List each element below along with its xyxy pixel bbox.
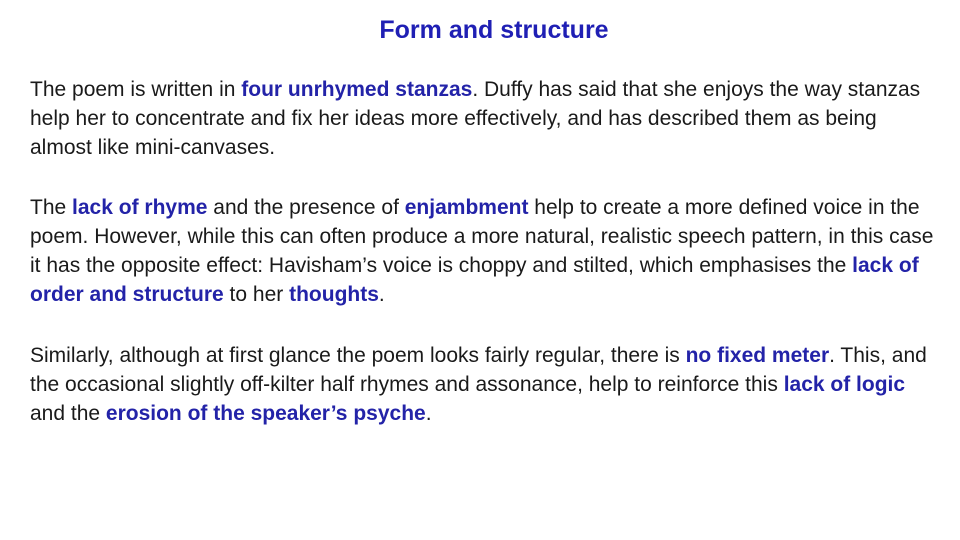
paragraph-text: help to create a more defined voice in the poem. However, while this can often produce a more natural, realistic speech pattern, in this case it has the opposite effect: Havisham’s voice is choppy and stilted, which emphasises the (30, 196, 934, 277)
slide-title: Form and structure (379, 16, 609, 44)
paragraph-text: . Duffy has said that she enjoys the way stanzas help her to concentrate and fix her ideas more effectively, and has described them as being almost like mini-canvases. (30, 78, 921, 159)
paragraph-text: The (30, 196, 73, 219)
paragraph-text: . This, and the occasional slightly off-kilter half rhymes and assonance, help to reinforce this (30, 344, 927, 396)
paragraph-text: The poem is written in (30, 78, 242, 101)
paragraph-stanzas (30, 75, 935, 162)
paragraph-meter (30, 341, 935, 428)
highlighted-term: four unrhymed stanzas (241, 78, 473, 101)
paragraph-text: . (378, 283, 385, 306)
highlighted-term: thoughts (289, 283, 379, 306)
highlighted-term: erosion of the speaker’s psyche (105, 402, 426, 425)
paragraph-text: to her (223, 283, 290, 306)
highlighted-term: no fixed meter (685, 344, 830, 367)
paragraph-text: Similarly, although at first glance the poem looks fairly regular, there is (30, 344, 686, 367)
highlighted-term: enjambment (404, 196, 529, 219)
highlighted-term: lack of rhyme (72, 196, 208, 219)
highlighted-term: lack of order and structure (30, 254, 919, 306)
highlighted-term: lack of logic (783, 373, 906, 396)
paragraph-text: . (425, 402, 432, 425)
paragraph-text: and the presence of (207, 196, 405, 219)
paragraph-rhyme-enjambment (30, 193, 935, 309)
paragraph-text: and the (30, 402, 106, 425)
